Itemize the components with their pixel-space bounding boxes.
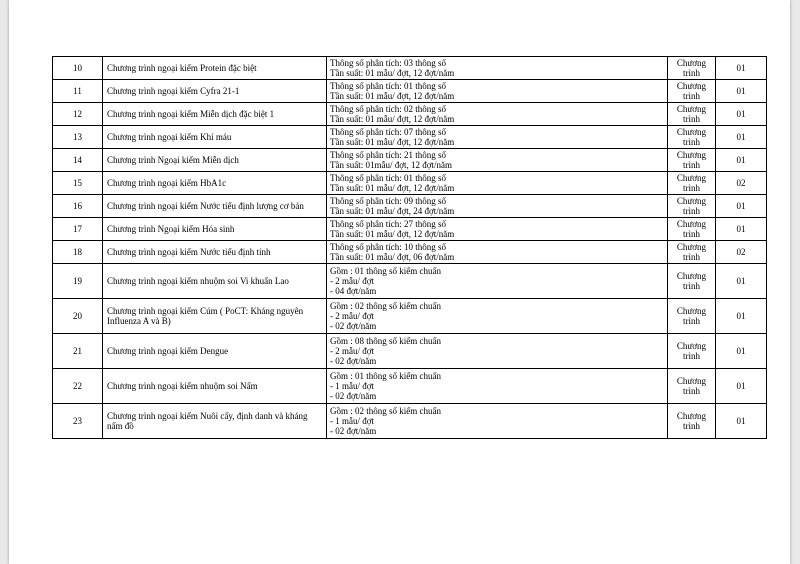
spec-line: - 02 đợt/năm xyxy=(330,426,377,436)
row-number: 23 xyxy=(53,404,103,439)
row-number: 17 xyxy=(53,218,103,241)
program-spec xyxy=(327,80,668,103)
program-name: Chương trình ngoại kiểm Cyfra 21-1 xyxy=(103,80,327,103)
program-spec xyxy=(327,103,668,126)
row-number: 20 xyxy=(53,299,103,334)
program-spec xyxy=(327,149,668,172)
quantity-cell: 01 xyxy=(716,334,767,369)
spec-line: Thông số phân tích: 02 thông số xyxy=(330,104,446,114)
unit-cell: Chương trình xyxy=(668,103,716,126)
spec-line: - 2 mẫu/ đợt xyxy=(330,346,375,356)
unit-cell: Chương trình xyxy=(668,241,716,264)
quantity-cell: 01 xyxy=(716,80,767,103)
row-number: 16 xyxy=(53,195,103,218)
row-number: 21 xyxy=(53,334,103,369)
program-name: Chương trình Ngoại kiểm Hóa sinh xyxy=(103,218,327,241)
spec-line: - 02 đợt/năm xyxy=(330,356,377,366)
spec-line: Thông số phân tích: 01 thông số xyxy=(330,81,446,91)
spec-line: Gồm : 02 thông số kiểm chuẩn xyxy=(330,406,441,416)
spec-line: Thông số phân tích: 01 thông số xyxy=(330,173,446,183)
table-row xyxy=(53,299,767,334)
row-number: 12 xyxy=(53,103,103,126)
program-name: Chương trình ngoại kiểm nhuộm soi Vi khuẩn Lao xyxy=(103,264,327,299)
unit-cell: Chương trình xyxy=(668,149,716,172)
unit-cell: Chương trình xyxy=(668,404,716,439)
program-name: Chương trình ngoại kiểm Protein đặc biệt xyxy=(103,57,327,80)
program-spec xyxy=(327,218,668,241)
program-name: Chương trình ngoại kiểm HbA1c xyxy=(103,172,327,195)
unit-cell: Chương trình xyxy=(668,172,716,195)
spec-line: Thông số phân tích: 27 thông số xyxy=(330,219,446,229)
table-row xyxy=(53,404,767,439)
program-spec xyxy=(327,57,668,80)
table-row xyxy=(53,80,767,103)
program-spec xyxy=(327,195,668,218)
spec-line: - 2 mẫu/ đợt xyxy=(330,276,375,286)
program-name: Chương trình ngoại kiểm Nước tiểu định tính xyxy=(103,241,327,264)
spec-line: Tần suất: 01 mẫu/ đợt, 12 đợt/năm xyxy=(330,137,455,147)
program-name: Chương trình ngoại kiểm Cúm ( PoCT: Kháng nguyên Influenza A và B) xyxy=(103,299,327,334)
spec-line: Tần suất: 01mẫu/ đợt, 12 đợt/năm xyxy=(330,160,453,170)
program-name: Chương trình ngoại kiểm nhuộm soi Nấm xyxy=(103,369,327,404)
spec-line: Gồm : 01 thông số kiểm chuẩn xyxy=(330,266,441,276)
spec-line: Thông số phân tích: 07 thông số xyxy=(330,127,446,137)
document-page xyxy=(9,0,790,564)
spec-line: Gồm : 08 thông số kiểm chuẩn xyxy=(330,336,441,346)
spec-line: Thông số phân tích: 21 thông số xyxy=(330,150,446,160)
program-spec xyxy=(327,369,668,404)
unit-cell: Chương trình xyxy=(668,369,716,404)
unit-cell: Chương trình xyxy=(668,299,716,334)
unit-cell: Chương trình xyxy=(668,334,716,369)
unit-cell: Chương trình xyxy=(668,218,716,241)
program-spec xyxy=(327,334,668,369)
row-number: 19 xyxy=(53,264,103,299)
row-number: 22 xyxy=(53,369,103,404)
table-row xyxy=(53,57,767,80)
spec-line: Thông số phân tích: 09 thông số xyxy=(330,196,446,206)
quantity-cell: 01 xyxy=(716,404,767,439)
program-spec xyxy=(327,404,668,439)
spec-line: Tần suất: 01 mẫu/ đợt, 12 đợt/năm xyxy=(330,229,455,239)
unit-cell: Chương trình xyxy=(668,57,716,80)
quantity-cell: 01 xyxy=(716,195,767,218)
program-spec xyxy=(327,264,668,299)
spec-line: Gồm : 02 thông số kiểm chuẩn xyxy=(330,301,441,311)
spec-line: Tần suất: 01 mẫu/ đợt, 24 đợt/năm xyxy=(330,206,455,216)
quantity-cell: 01 xyxy=(716,369,767,404)
program-spec xyxy=(327,299,668,334)
row-number: 13 xyxy=(53,126,103,149)
spec-line: - 2 mẫu/ đợt xyxy=(330,311,375,321)
spec-line: Tần suất: 01 mẫu/ đợt, 12 đợt/năm xyxy=(330,68,455,78)
program-spec xyxy=(327,241,668,264)
unit-cell: Chương trình xyxy=(668,195,716,218)
table-row xyxy=(53,103,767,126)
spec-line: Tần suất: 01 mẫu/ đợt, 12 đợt/năm xyxy=(330,91,455,101)
program-spec xyxy=(327,126,668,149)
spec-line: - 04 đợt/năm xyxy=(330,286,377,296)
quantity-cell: 01 xyxy=(716,149,767,172)
quantity-cell: 01 xyxy=(716,218,767,241)
table-row xyxy=(53,195,767,218)
spec-line: Gồm : 01 thông số kiểm chuẩn xyxy=(330,371,441,381)
table-row xyxy=(53,264,767,299)
table-row xyxy=(53,334,767,369)
program-name: Chương trình ngoại kiểm Nước tiểu định lượng cơ bản xyxy=(103,195,327,218)
spec-line: - 1 mẫu/ đợt xyxy=(330,416,375,426)
unit-cell: Chương trình xyxy=(668,80,716,103)
unit-cell: Chương trình xyxy=(668,126,716,149)
row-number: 14 xyxy=(53,149,103,172)
row-number: 11 xyxy=(53,80,103,103)
table-row xyxy=(53,218,767,241)
table-row xyxy=(53,172,767,195)
quantity-cell: 01 xyxy=(716,299,767,334)
row-number: 10 xyxy=(53,57,103,80)
row-number: 15 xyxy=(53,172,103,195)
table-row xyxy=(53,369,767,404)
program-name: Chương trình ngoại kiểm Nuôi cấy, định danh và kháng nấm đồ xyxy=(103,404,327,439)
program-table-body xyxy=(53,57,767,439)
table-row xyxy=(53,241,767,264)
row-number: 18 xyxy=(53,241,103,264)
unit-cell: Chương trình xyxy=(668,264,716,299)
program-spec xyxy=(327,172,668,195)
spec-line: Thông số phân tích: 03 thông số xyxy=(330,58,446,68)
table-row xyxy=(53,126,767,149)
quantity-cell: 02 xyxy=(716,241,767,264)
quantity-cell: 01 xyxy=(716,103,767,126)
program-table xyxy=(52,56,767,439)
program-name: Chương trình Ngoại kiểm Miễn dịch xyxy=(103,149,327,172)
spec-line: Tần suất: 01 mẫu/ đợt, 12 đợt/năm xyxy=(330,114,455,124)
program-name: Chương trình ngoại kiểm Miễn dịch đặc biệt 1 xyxy=(103,103,327,126)
spec-line: - 1 mẫu/ đợt xyxy=(330,381,375,391)
table-row xyxy=(53,149,767,172)
program-name: Chương trình ngoại kiểm Khí máu xyxy=(103,126,327,149)
spec-line: Tần suất: 01 mẫu/ đợt, 12 đợt/năm xyxy=(330,183,455,193)
program-name: Chương trình ngoại kiểm Dengue xyxy=(103,334,327,369)
spec-line: - 02 đợt/năm xyxy=(330,321,377,331)
spec-line: - 02 đợt/năm xyxy=(330,391,377,401)
quantity-cell: 01 xyxy=(716,126,767,149)
quantity-cell: 02 xyxy=(716,172,767,195)
quantity-cell: 01 xyxy=(716,57,767,80)
quantity-cell: 01 xyxy=(716,264,767,299)
spec-line: Tần suất: 01 mẫu/ đợt, 06 đợt/năm xyxy=(330,252,455,262)
spec-line: Thông số phân tích: 10 thông số xyxy=(330,242,446,252)
